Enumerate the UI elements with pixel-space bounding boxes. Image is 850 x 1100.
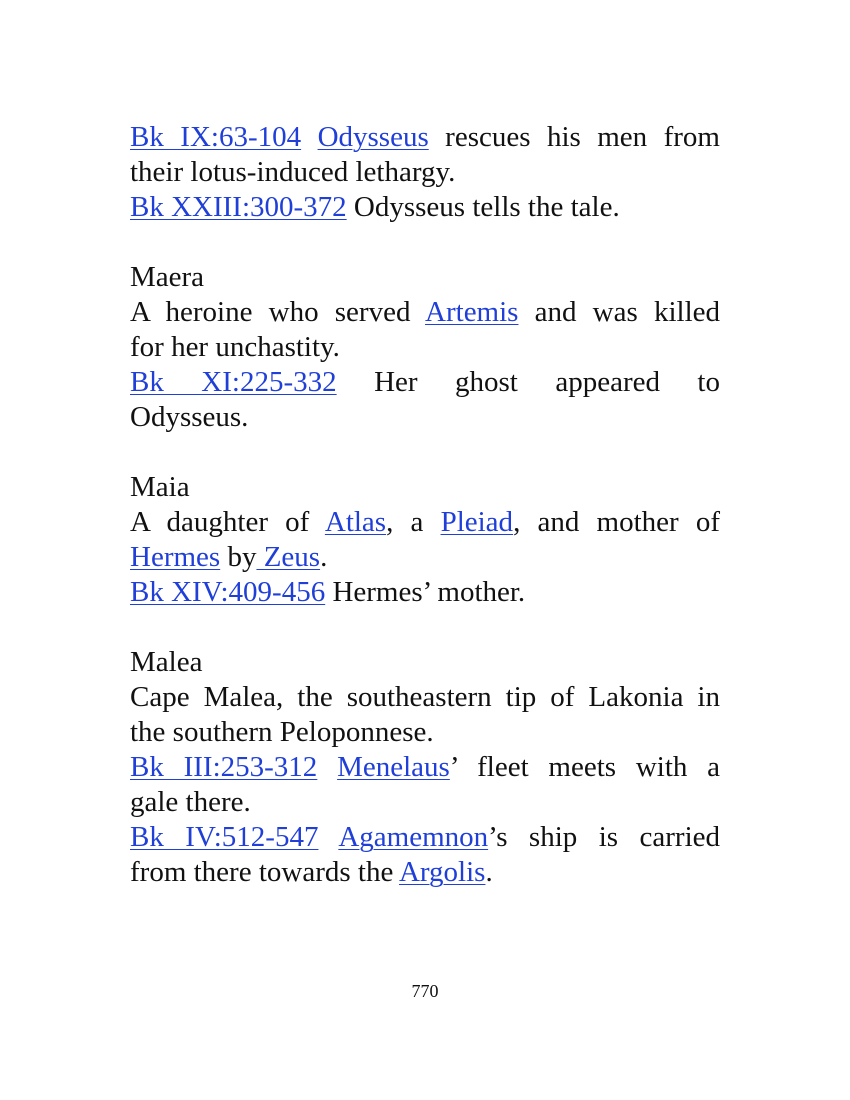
odysseus-link[interactable]: Odysseus xyxy=(317,121,429,153)
text-span: . xyxy=(485,856,493,888)
agamemnon-link[interactable]: Agamemnon xyxy=(338,821,489,853)
text-line: for her unchastity. xyxy=(130,331,340,363)
text-span: , a xyxy=(386,506,441,538)
text-span: . xyxy=(320,541,328,573)
text-line xyxy=(130,190,720,225)
text-span: rescues his men from xyxy=(428,121,720,153)
text-line xyxy=(130,120,720,155)
text-span: ’ fleet meets with a xyxy=(449,751,721,783)
text-span: from there towards the xyxy=(130,856,399,888)
artemis-link[interactable]: Artemis xyxy=(425,296,519,328)
text-span: Her ghost appeared to xyxy=(336,366,720,398)
page-number: 770 xyxy=(411,981,439,1001)
text-span: Odysseus tells the tale. xyxy=(346,191,620,223)
text-span: ’s ship is carried xyxy=(488,821,721,853)
text-span: A heroine who served xyxy=(130,296,426,328)
book-ref-link[interactable]: Bk XIV:409-456 xyxy=(130,576,326,608)
text-line xyxy=(130,820,720,855)
spacer xyxy=(130,225,720,260)
book-ref-link[interactable]: Bk XXIII:300-372 xyxy=(130,191,347,223)
zeus-link[interactable]: Zeus xyxy=(256,541,321,573)
entry-heading-malea: Malea xyxy=(130,646,203,678)
text-line xyxy=(130,540,720,575)
book-ref-link[interactable]: Bk III:253-312 xyxy=(130,751,318,783)
menelaus-link[interactable]: Menelaus xyxy=(337,751,450,783)
book-ref-link[interactable]: Bk XI:225-332 xyxy=(130,366,337,398)
book-ref-link[interactable]: Bk IV:512-547 xyxy=(130,821,319,853)
spacer xyxy=(130,610,720,645)
text-line: Odysseus. xyxy=(130,401,249,433)
text-line: gale there. xyxy=(130,786,251,818)
pleiad-link[interactable]: Pleiad xyxy=(440,506,514,538)
text-span: by xyxy=(220,541,257,573)
text-line: the southern Peloponnese. xyxy=(130,716,434,748)
text-line xyxy=(130,855,720,890)
entry-heading-maia: Maia xyxy=(130,471,190,503)
text-span: Hermes’ mother. xyxy=(325,576,526,608)
entry-heading-maera: Maera xyxy=(130,261,205,293)
text-span: A daughter of xyxy=(130,506,325,538)
hermes-link[interactable]: Hermes xyxy=(130,541,221,573)
text-line xyxy=(130,505,720,540)
text-span: and was killed xyxy=(518,296,720,328)
text-line xyxy=(130,365,720,400)
text-line xyxy=(130,295,720,330)
atlas-link[interactable]: Atlas xyxy=(324,506,387,538)
text-line xyxy=(130,575,720,610)
text-line xyxy=(130,750,720,785)
book-ref-link[interactable]: Bk IX:63-104 xyxy=(130,121,302,153)
text-line: their lotus-induced lethargy. xyxy=(130,156,456,188)
page-content xyxy=(130,120,720,890)
argolis-link[interactable]: Argolis xyxy=(398,856,486,888)
spacer xyxy=(130,435,720,470)
text-line: Cape Malea, the southeastern tip of Lakonia in xyxy=(130,681,720,713)
text-span: , and mother of xyxy=(513,506,720,538)
